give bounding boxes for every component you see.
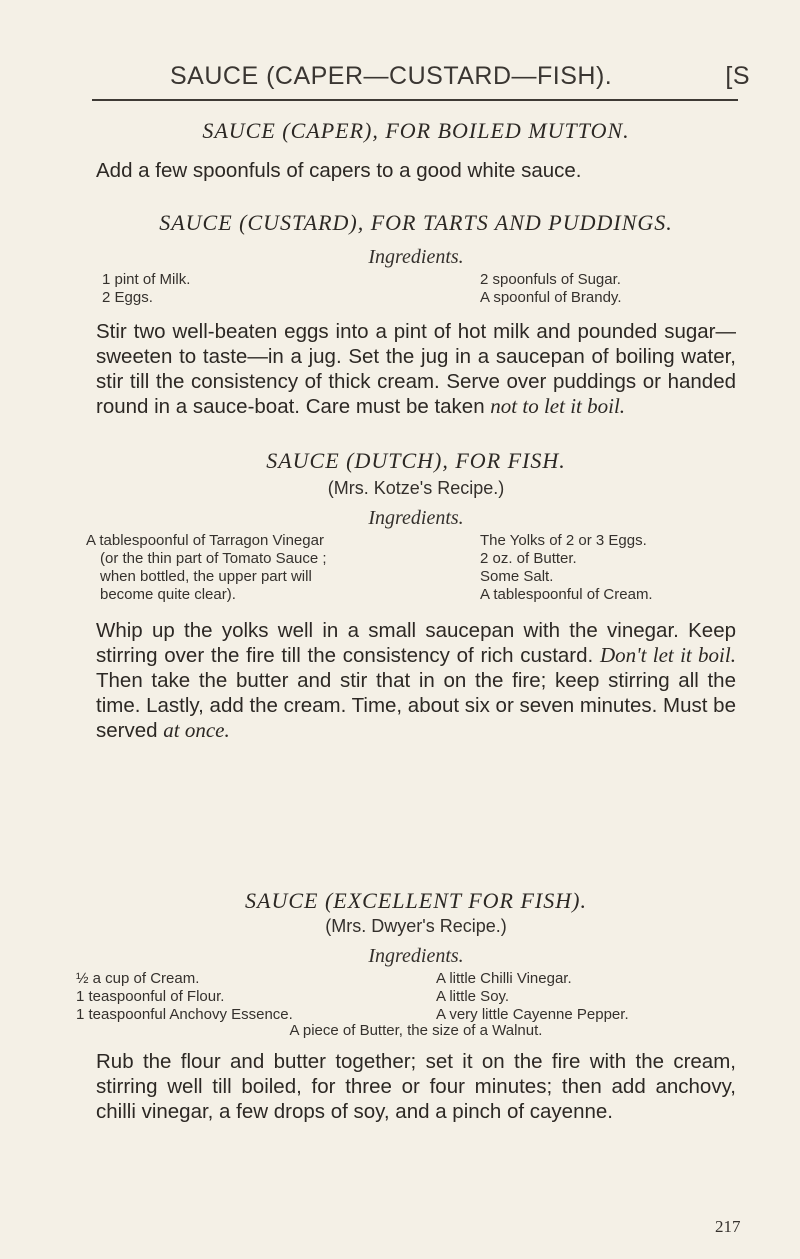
ingredient-note: when bottled, the upper part will bbox=[100, 568, 312, 585]
ingredient: 1 teaspoonful Anchovy Essence. bbox=[76, 1006, 293, 1023]
recipe-title: SAUCE (EXCELLENT FOR FISH). bbox=[245, 888, 587, 913]
ingredient-note: (or the thin part of Tomato Sauce ; bbox=[100, 550, 327, 567]
ingredient: Some Salt. bbox=[480, 568, 554, 585]
ingredient: A very little Cayenne Pepper. bbox=[436, 1006, 629, 1023]
ingredient: A tablespoonful of Cream. bbox=[480, 586, 653, 603]
recipe-paragraph: Rub the flour and butter together; set it on the fire with the cream, stirring well till boiled, for three or four minutes; then add anchovy, chilli vinegar, a few drops of soy, and a pinch of cayenne. bbox=[96, 1050, 736, 1123]
ingredient-centred: A piece of Butter, the size of a Walnut. bbox=[289, 1022, 543, 1039]
recipe-title: SAUCE (CUSTARD), FOR TARTS AND PUDDINGS. bbox=[159, 210, 673, 235]
page-number: 217 bbox=[715, 1217, 741, 1236]
ingredients-list bbox=[96, 271, 736, 307]
recipe-title: SAUCE (DUTCH), FOR FISH. bbox=[266, 448, 566, 473]
recipe-custard-sauce bbox=[96, 210, 736, 419]
recipe-attribution: (Mrs. Kotze's Recipe.) bbox=[327, 478, 505, 498]
ingredient: 2 oz. of Butter. bbox=[480, 550, 577, 567]
ingredients-right-column bbox=[436, 970, 629, 1024]
ingredient: 1 pint of Milk. bbox=[102, 271, 191, 288]
ingredients-heading: Ingredients. bbox=[368, 246, 464, 268]
ingredient: A spoonful of Brandy. bbox=[480, 289, 622, 306]
recipe-paragraph bbox=[96, 618, 736, 743]
recipe-attribution: (Mrs. Dwyer's Recipe.) bbox=[325, 916, 507, 936]
ingredient: A little Soy. bbox=[436, 988, 510, 1005]
ingredient: 1 teaspoonful of Flour. bbox=[76, 988, 225, 1005]
recipe-dutch-sauce bbox=[86, 448, 736, 743]
ingredient: 2 Eggs. bbox=[102, 289, 153, 306]
recipe-title: SAUCE (CAPER), FOR BOILED MUTTON. bbox=[202, 118, 630, 143]
running-head-title: SAUCE (CAPER—CUSTARD—FISH). bbox=[170, 62, 613, 90]
paragraph-text: Stir two well-beaten eggs into a pint of hot milk and pounded sugar—sweeten to taste—in a jug. Set the jug in a saucepan of boiling water, stir till the consistency of thick cream. Serve over puddings or handed round in a sauce-boat. Care must be taken bbox=[96, 320, 736, 418]
paragraph-emphasis: Don't let it boil. bbox=[599, 643, 736, 667]
ingredient: 2 spoonfuls of Sugar. bbox=[480, 271, 621, 288]
ingredients-heading: Ingredients. bbox=[368, 507, 464, 529]
paragraph-emphasis: not to let it boil. bbox=[490, 394, 626, 418]
ingredients-left-column bbox=[102, 271, 190, 307]
recipe-excellent-fish-sauce bbox=[76, 888, 736, 1124]
running-head-mark: [S bbox=[725, 62, 750, 90]
ingredient: A tablespoonful of Tarragon Vinegar bbox=[86, 532, 324, 549]
ingredient-note: become quite clear). bbox=[100, 586, 236, 603]
ingredients-list bbox=[76, 970, 736, 1024]
ingredients-heading: Ingredients. bbox=[368, 945, 464, 967]
ingredients-list bbox=[86, 532, 736, 606]
ingredient: ½ a cup of Cream. bbox=[76, 970, 200, 987]
ingredients-right-column bbox=[480, 532, 653, 604]
ingredients-left-column bbox=[76, 970, 293, 1024]
paragraph-text: Then take the butter and stir that in on the fire; keep stirring all the time. Lastly, add the cream. Time, about six or seven minutes. Must be served bbox=[96, 669, 736, 742]
ingredient: The Yolks of 2 or 3 Eggs. bbox=[480, 532, 647, 549]
ingredients-right-column bbox=[480, 271, 621, 307]
recipe-caper-sauce bbox=[96, 118, 736, 183]
recipe-paragraph bbox=[96, 319, 736, 419]
ingredients-left-column bbox=[86, 532, 327, 604]
paragraph-emphasis: at once. bbox=[163, 718, 230, 742]
header-rule bbox=[92, 99, 738, 101]
paragraph-text: Whip up the yolks well in a small saucepan with the vinegar. Keep stirring over the fire till the consistency of rich custard. bbox=[96, 619, 736, 667]
recipe-paragraph: Add a few spoonfuls of capers to a good white sauce. bbox=[96, 159, 582, 182]
ingredient: A little Chilli Vinegar. bbox=[436, 970, 572, 987]
